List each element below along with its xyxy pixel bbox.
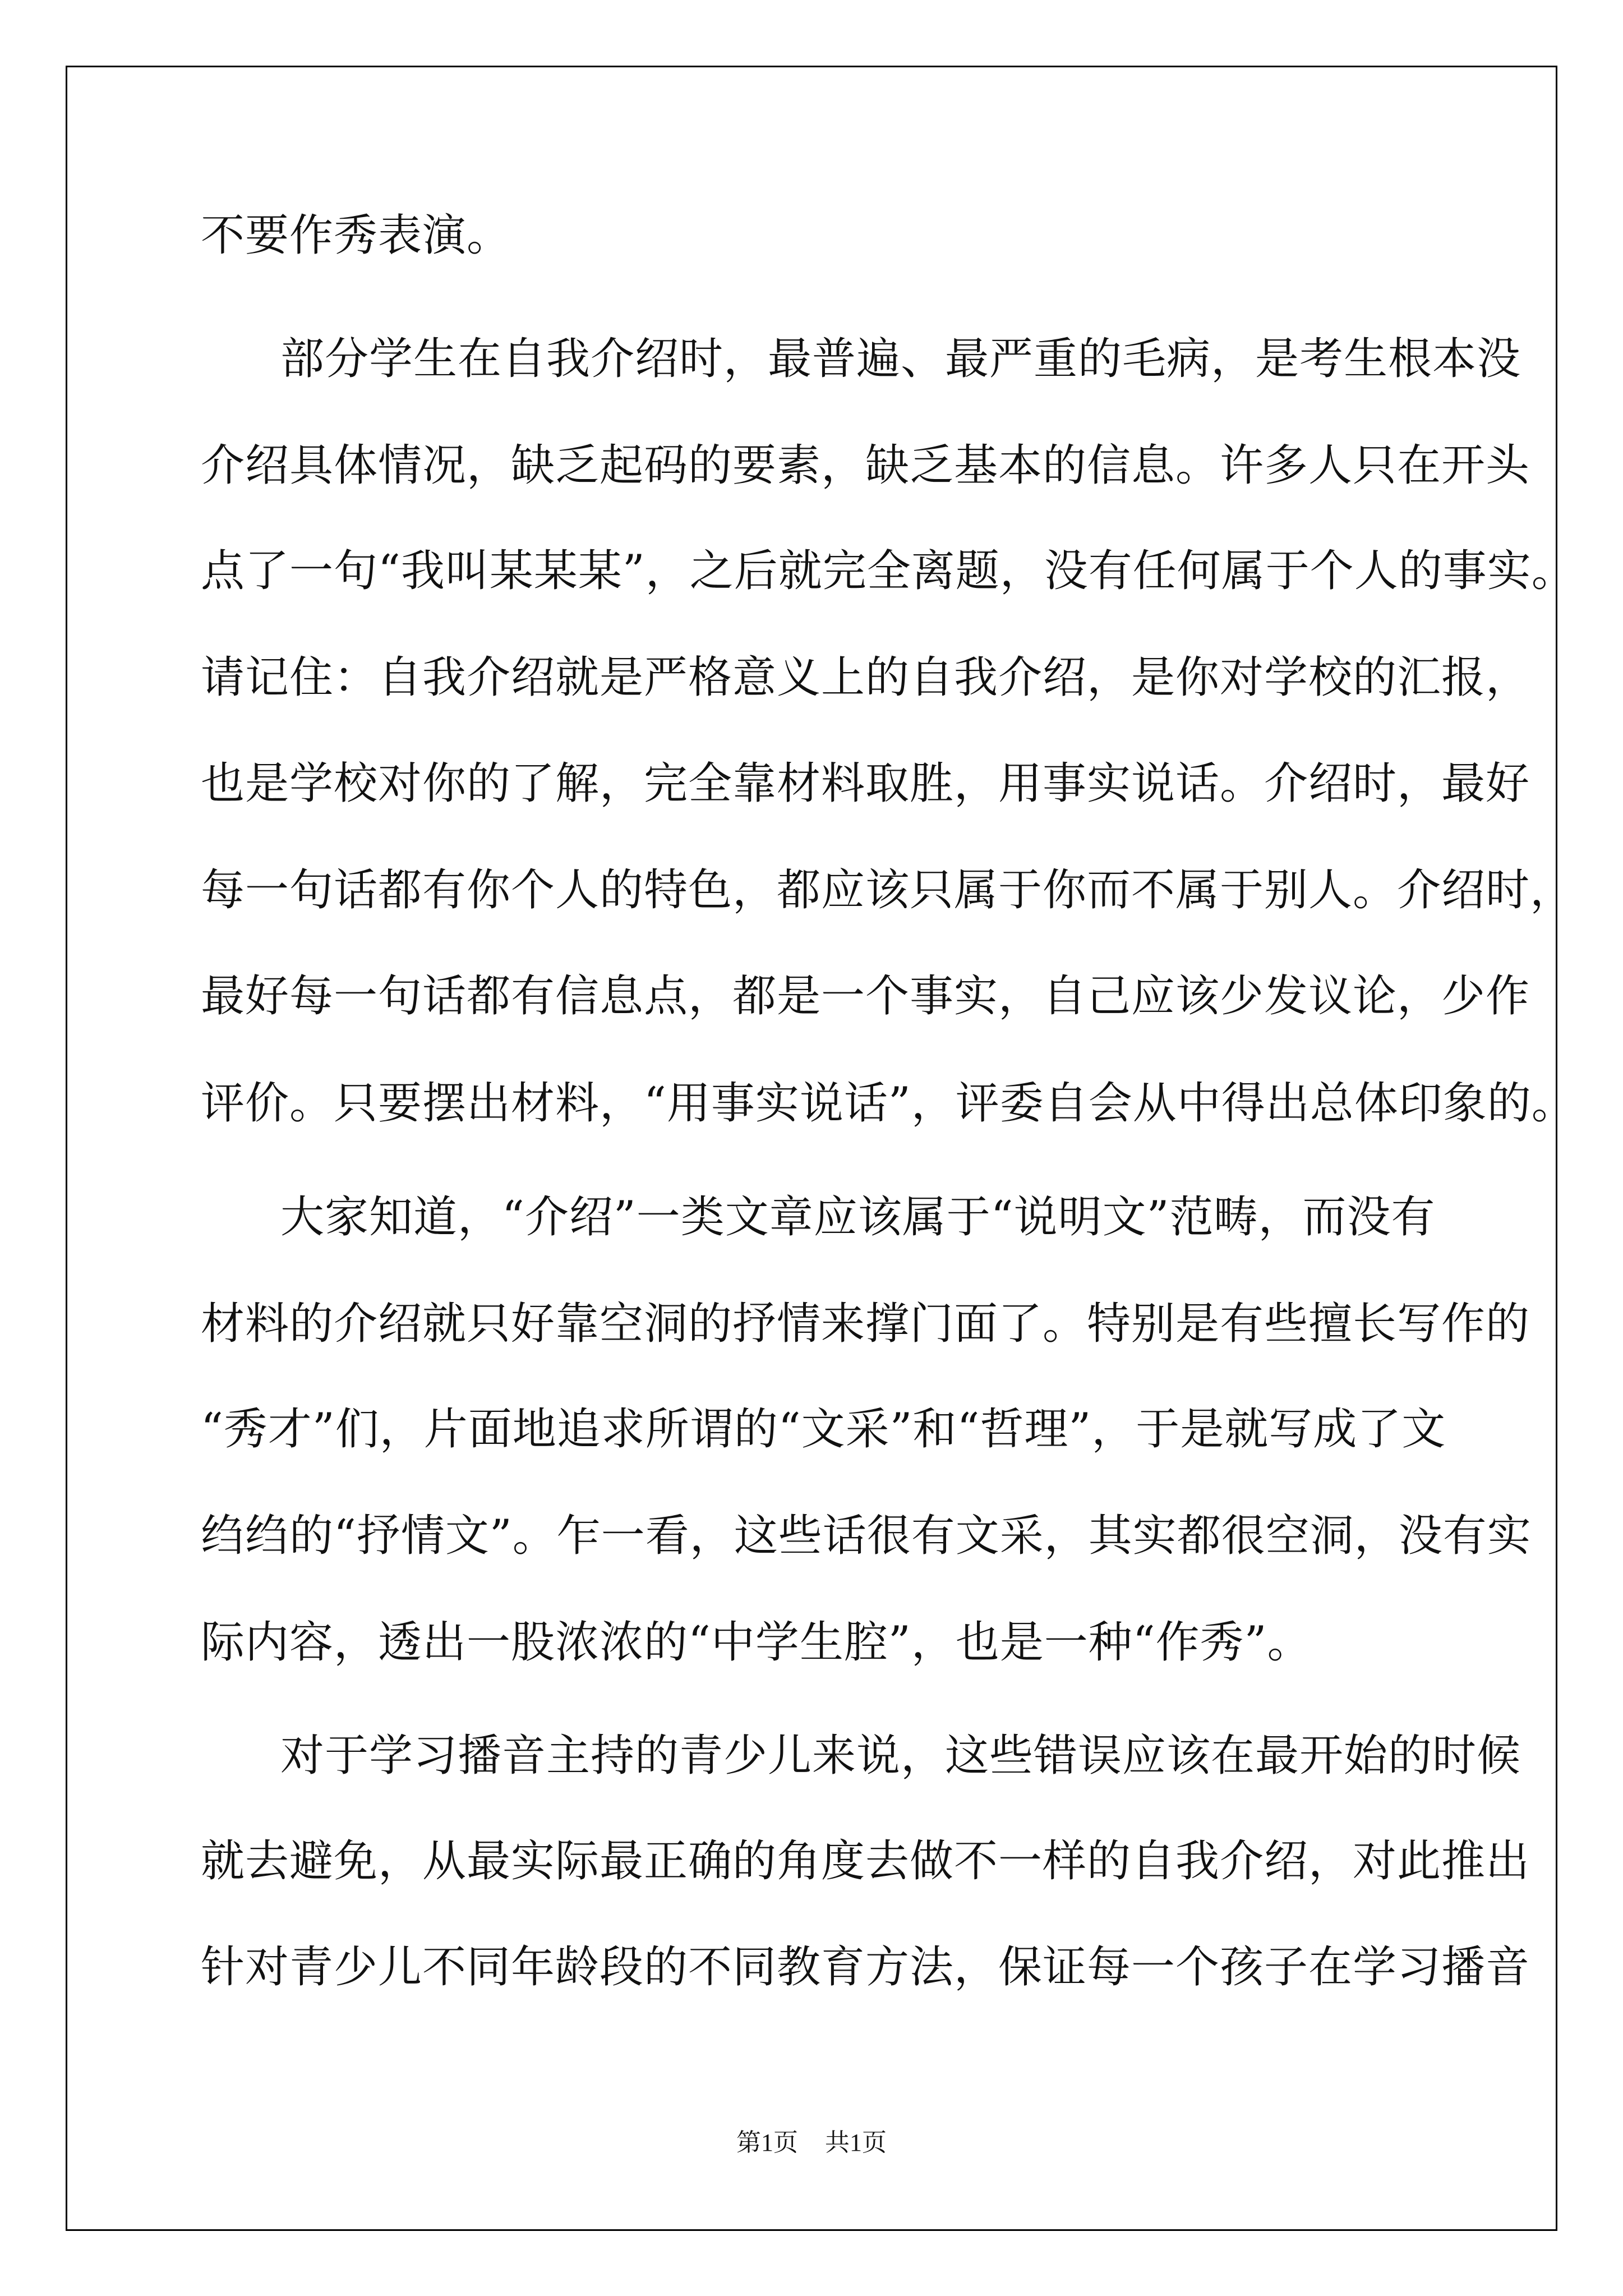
paragraph-first-line: 部分学生在自我介绍时，最普遍、最严重的毛病，是考生根本没: [280, 334, 1521, 384]
paragraph-first-line: 大家知道，“介绍”一类文章应该属于“说明文”范畴，而没有: [280, 1192, 1436, 1243]
page-total: 共1页: [825, 2129, 887, 2156]
text-line: 点了一句“我叫某某某”，之后就完全离题，没有任何属于个人的事实。: [201, 546, 1576, 596]
text-line: “秀才”们，片面地追求所谓的“文采”和“哲理”，于是就写成了文: [201, 1404, 1446, 1455]
text-line: 就去避免，从最实际最正确的角度去做不一样的自我介绍，对此推出: [201, 1836, 1530, 1887]
text-line: 绉绉的“抒情文”。乍一看，这些话很有文采，其实都很空洞，没有实: [201, 1511, 1532, 1561]
text-line: 际内容，透出一股浓浓的“中学生腔”，也是一种“作秀”。: [201, 1617, 1312, 1668]
paragraph-first-line: 对于学习播音主持的青少儿来说，这些错误应该在最开始的时候: [280, 1731, 1521, 1781]
text-line: 也是学校对你的了解，完全靠材料取胜，用事实说话。介绍时，最好: [201, 758, 1530, 809]
page-number: 第1页: [736, 2129, 798, 2156]
text-line: 针对青少儿不同年龄段的不同教育方法，保证每一个孩子在学习播音: [201, 1942, 1530, 1993]
text-line: 每一句话都有你个人的特色，都应该只属于你而不属于别人。介绍时，: [201, 865, 1575, 915]
text-line: 材料的介绍就只好靠空洞的抒情来撑门面了。特别是有些擅长写作的: [201, 1299, 1530, 1349]
text-line: 最好每一句话都有信息点，都是一个事实，自己应该少发议论，少作: [201, 971, 1530, 1022]
text-line: 请记住：自我介绍就是严格意义上的自我介绍，是你对学校的汇报，: [201, 652, 1530, 703]
page-footer: [0, 2126, 1623, 2160]
text-line: 不要作秀表演。: [201, 210, 511, 261]
text-line: 评价。只要摆出材料，“用事实说话”，评委自会从中得出总体印象的。: [201, 1078, 1576, 1129]
text-line: 介绍具体情况，缺乏起码的要素，缺乏基本的信息。许多人只在开头: [201, 440, 1530, 491]
